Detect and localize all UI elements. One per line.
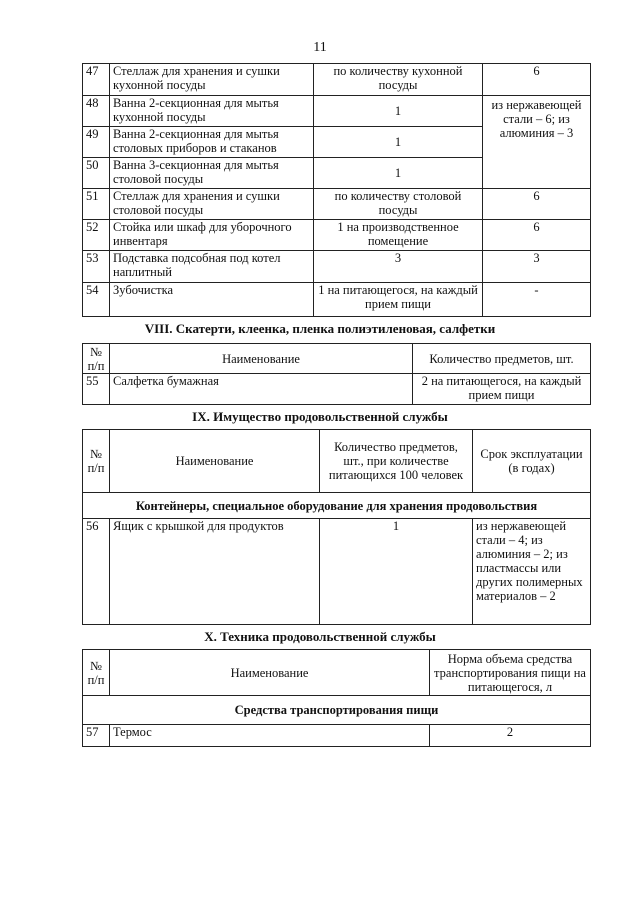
column-header-number: № п/п (83, 650, 110, 696)
item-term: 6 (483, 64, 591, 96)
section-viii-title: VIII. Скатерти, клеенка, пленка полиэтиленовая, салфетки (144, 321, 496, 336)
item-term: 3 (483, 251, 591, 283)
table-row (83, 374, 591, 405)
column-header-name: Наименование (110, 650, 430, 696)
row-number: 51 (83, 189, 110, 220)
table-continuation (82, 63, 591, 317)
table-row (83, 519, 591, 625)
item-quantity: 1 (314, 96, 483, 127)
item-name: Подставка подсобная под котел наплитный (110, 251, 314, 283)
item-quantity: 1 (314, 127, 483, 158)
table-subheader: Средства транспортирования пищи (83, 696, 591, 725)
row-number: 57 (83, 725, 110, 747)
column-header-number: № п/п (83, 344, 110, 374)
table-row (83, 725, 591, 747)
column-header-norm: Норма объема средства транспортирования пищи на питающегося, л (430, 650, 591, 696)
item-quantity: 1 (320, 519, 473, 625)
item-quantity: 1 на питающегося, на каждый прием пищи (314, 283, 483, 317)
item-name: Ванна 2-секционная для мытья кухонной посуды (110, 96, 314, 127)
item-term: 6 (483, 189, 591, 220)
item-name: Зубочистка (110, 283, 314, 317)
table-row (83, 251, 591, 283)
item-term: - (483, 283, 591, 317)
row-number: 47 (83, 64, 110, 96)
row-number: 53 (83, 251, 110, 283)
item-name: Стеллаж для хранения и сушки кухонной посуды (110, 64, 314, 96)
item-term: из нержавеющей стали – 6; из алюминия – 3 (483, 96, 591, 189)
row-number: 54 (83, 283, 110, 317)
table-row (83, 64, 591, 96)
table-row (83, 189, 591, 220)
table-section-x (82, 649, 591, 747)
item-quantity: 2 на питающегося, на каждый прием пищи (413, 374, 591, 405)
item-name: Салфетка бумажная (110, 374, 413, 405)
table-subheader-row (83, 696, 591, 725)
row-number: 55 (83, 374, 110, 405)
column-header-number: № п/п (83, 430, 110, 493)
table-row (83, 220, 591, 251)
item-name: Стойка или шкаф для уборочного инвентаря (110, 220, 314, 251)
table-subheader-row (83, 493, 591, 519)
item-name: Ванна 3-секционная для мытья столовой посуды (110, 158, 314, 189)
table-header-row (83, 344, 591, 374)
table-section-ix (82, 429, 591, 625)
item-term: 6 (483, 220, 591, 251)
row-number: 50 (83, 158, 110, 189)
row-number: 49 (83, 127, 110, 158)
row-number: 52 (83, 220, 110, 251)
item-quantity: по количеству кухонной посуды (314, 64, 483, 96)
column-header-name: Наименование (110, 344, 413, 374)
table-row (83, 96, 591, 127)
item-quantity: по количеству столовой посуды (314, 189, 483, 220)
column-header-quantity: Количество предметов, шт., при количестве питающихся 100 человек (320, 430, 473, 493)
item-quantity: 3 (314, 251, 483, 283)
table-section-viii (82, 343, 591, 405)
column-header-term: Срок эксплуатации (в годах) (473, 430, 591, 493)
table-header-row (83, 430, 591, 493)
item-quantity: 1 на производственное помещение (314, 220, 483, 251)
item-term: из нержавеющей стали – 4; из алюминия – 2; из пластмассы или других полимерных материалов – 2 (473, 519, 591, 625)
table-subheader: Контейнеры, специальное оборудование для хранения продовольствия (83, 493, 591, 519)
item-quantity: 1 (314, 158, 483, 189)
table-header-row (83, 650, 591, 696)
row-number: 48 (83, 96, 110, 127)
item-name: Стеллаж для хранения и сушки столовой посуды (110, 189, 314, 220)
column-header-quantity: Количество предметов, шт. (413, 344, 591, 374)
section-ix-title: IX. Имущество продовольственной службы (192, 409, 448, 424)
item-name: Ванна 2-секционная для мытья столовых приборов и стаканов (110, 127, 314, 158)
column-header-name: Наименование (110, 430, 320, 493)
page-number: 11 (313, 40, 327, 55)
item-name: Ящик с крышкой для продуктов (110, 519, 320, 625)
section-x-title: X. Техника продовольственной службы (204, 629, 436, 644)
item-norm: 2 (430, 725, 591, 747)
row-number: 56 (83, 519, 110, 625)
item-name: Термос (110, 725, 430, 747)
table-row (83, 283, 591, 317)
